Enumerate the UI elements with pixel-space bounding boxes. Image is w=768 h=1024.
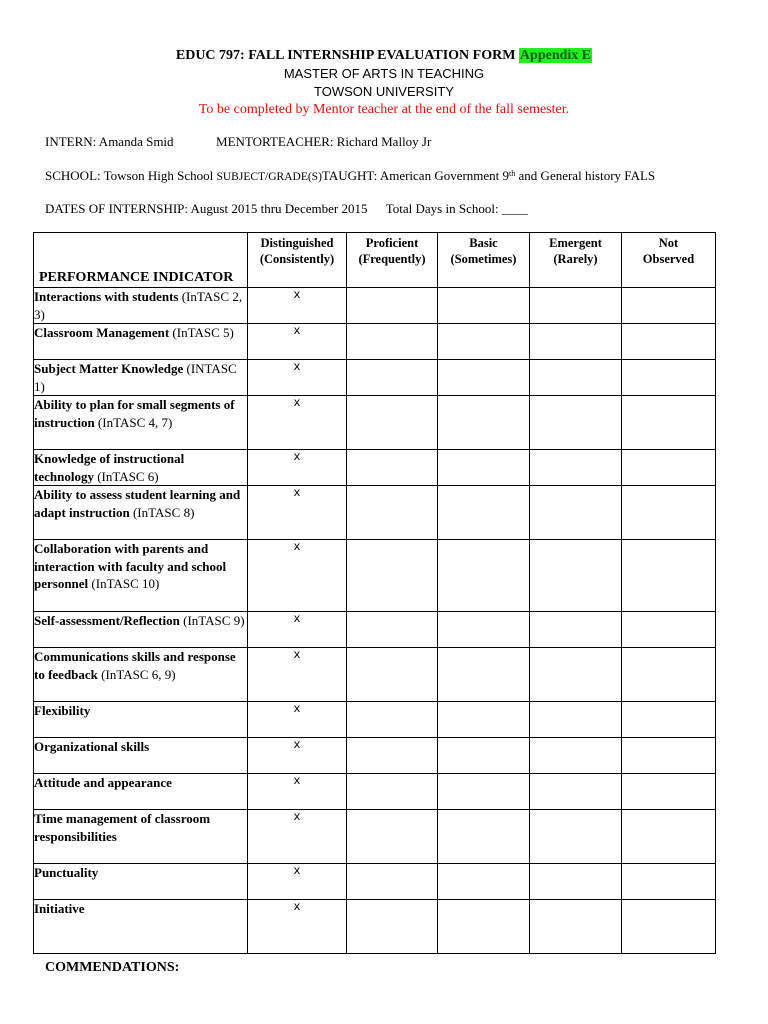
distinguished-mark-cell: x xyxy=(248,486,347,540)
indicator-cell: Punctuality xyxy=(34,864,248,900)
distinguished-mark-cell: x xyxy=(248,900,347,954)
distinguished-mark-cell: x xyxy=(248,450,347,486)
rating-cell xyxy=(530,486,622,540)
rating-cell xyxy=(530,324,622,360)
col-distinguished: Distinguished (Consistently) xyxy=(248,233,347,288)
rating-cell xyxy=(347,702,438,738)
rating-cell xyxy=(347,486,438,540)
distinguished-mark-cell: x xyxy=(248,324,347,360)
indicator-cell: Flexibility xyxy=(34,702,248,738)
distinguished-mark-cell: x xyxy=(248,864,347,900)
rating-cell xyxy=(438,324,530,360)
col-emergent: Emergent (Rarely) xyxy=(530,233,622,288)
subject-superscript: th xyxy=(509,169,516,178)
distinguished-mark-cell: x xyxy=(248,774,347,810)
rating-cell xyxy=(530,900,622,954)
indicator-cell: Knowledge of instructional technology (InTASC 6) xyxy=(34,450,248,486)
distinguished-mark-cell: x xyxy=(248,738,347,774)
rating-cell xyxy=(438,486,530,540)
university-name: TOWSON UNIVERSITY xyxy=(314,84,454,99)
indicator-cell: Collaboration with parents and interaction with faculty and school personnel (InTASC 10) xyxy=(34,540,248,612)
rating-cell xyxy=(530,396,622,450)
table-row xyxy=(34,810,716,864)
table-header-row xyxy=(34,233,716,288)
rating-cell xyxy=(347,900,438,954)
intern-mentor-row xyxy=(45,134,431,150)
indicator-cell: Initiative xyxy=(34,900,248,954)
distinguished-mark-cell: x xyxy=(248,612,347,648)
distinguished-mark-cell: x xyxy=(248,540,347,612)
commendations-heading: COMMENDATIONS: xyxy=(45,960,180,975)
col-proficient: Proficient (Frequently) xyxy=(347,233,438,288)
form-title-line xyxy=(0,47,768,65)
rating-cell xyxy=(438,774,530,810)
col-not-observed: Not Observed xyxy=(622,233,716,288)
table-row xyxy=(34,396,716,450)
rating-cell xyxy=(622,810,716,864)
rating-cell xyxy=(438,864,530,900)
indicator-cell: Communications skills and response to feedback (InTASC 6, 9) xyxy=(34,648,248,702)
distinguished-mark-cell: x xyxy=(248,288,347,324)
rating-cell xyxy=(622,288,716,324)
table-row xyxy=(34,324,716,360)
table-row xyxy=(34,360,716,396)
rating-cell xyxy=(622,612,716,648)
rating-cell xyxy=(347,450,438,486)
table-row xyxy=(34,738,716,774)
rating-cell xyxy=(438,738,530,774)
rating-cell xyxy=(622,864,716,900)
distinguished-mark-cell: x xyxy=(248,396,347,450)
rating-cell xyxy=(438,900,530,954)
internship-dates: DATES OF INTERNSHIP: August 2015 thru December 2015 xyxy=(45,201,368,216)
table-row xyxy=(34,900,716,954)
rating-cell xyxy=(530,810,622,864)
rating-cell xyxy=(622,738,716,774)
rating-cell xyxy=(622,702,716,738)
evaluation-table xyxy=(33,232,716,954)
rating-cell xyxy=(622,324,716,360)
rating-cell xyxy=(530,738,622,774)
instruction-note: To be completed by Mentor teacher at the end of the fall semester. xyxy=(198,102,570,117)
rating-cell xyxy=(622,648,716,702)
indicator-cell: Organizational skills xyxy=(34,738,248,774)
total-days-field: Total Days in School: ____ xyxy=(385,201,528,216)
rating-cell xyxy=(347,324,438,360)
school-field: SCHOOL: Towson High School xyxy=(45,168,214,183)
rating-cell xyxy=(438,702,530,738)
rating-cell xyxy=(622,360,716,396)
rating-cell xyxy=(530,774,622,810)
rating-cell xyxy=(347,396,438,450)
indicator-cell: Interactions with students (InTASC 2, 3) xyxy=(34,288,248,324)
indicator-cell: Subject Matter Knowledge (INTASC 1) xyxy=(34,360,248,396)
program-name: MASTER OF ARTS IN TEACHING xyxy=(283,66,485,81)
distinguished-mark-cell: x xyxy=(248,360,347,396)
rating-cell xyxy=(438,612,530,648)
rating-cell xyxy=(438,288,530,324)
form-title: EDUC 797: FALL INTERNSHIP EVALUATION FORM xyxy=(175,48,516,63)
rating-cell xyxy=(347,360,438,396)
rating-cell xyxy=(347,864,438,900)
rating-cell xyxy=(530,288,622,324)
rating-cell xyxy=(438,810,530,864)
rating-cell xyxy=(622,900,716,954)
mentor-field: MENTORTEACHER: Richard Malloy Jr xyxy=(216,134,432,149)
rating-cell xyxy=(622,486,716,540)
intern-field: INTERN: Amanda Smid xyxy=(45,134,174,149)
subject-value-rest: and General history FALS xyxy=(515,168,656,183)
rating-cell xyxy=(347,540,438,612)
rating-cell xyxy=(438,540,530,612)
table-row xyxy=(34,864,716,900)
rating-cell xyxy=(530,864,622,900)
col-basic: Basic (Sometimes) xyxy=(438,233,530,288)
rating-cell xyxy=(530,360,622,396)
table-row xyxy=(34,702,716,738)
rating-cell xyxy=(347,288,438,324)
table-row xyxy=(34,774,716,810)
table-row xyxy=(34,612,716,648)
indicator-cell: Classroom Management (InTASC 5) xyxy=(34,324,248,360)
rating-cell xyxy=(347,612,438,648)
distinguished-mark-cell: x xyxy=(248,810,347,864)
rating-cell xyxy=(622,540,716,612)
rating-cell xyxy=(347,738,438,774)
table-row xyxy=(34,648,716,702)
appendix-badge: Appendix E xyxy=(519,48,592,63)
dates-row xyxy=(45,201,528,217)
table-row xyxy=(34,450,716,486)
school-subject-row xyxy=(45,168,655,185)
distinguished-mark-cell: x xyxy=(248,702,347,738)
indicator-cell: Attitude and appearance xyxy=(34,774,248,810)
rating-cell xyxy=(530,450,622,486)
rating-cell xyxy=(622,774,716,810)
distinguished-mark-cell: x xyxy=(248,648,347,702)
indicator-cell: Self-assessment/Reflection (InTASC 9) xyxy=(34,612,248,648)
rating-cell xyxy=(347,648,438,702)
subject-label: SUBJECT/GRADE(S) xyxy=(216,171,322,183)
rating-cell xyxy=(622,396,716,450)
rating-cell xyxy=(530,648,622,702)
rating-cell xyxy=(530,702,622,738)
rating-cell xyxy=(622,450,716,486)
indicator-cell: Ability to plan for small segments of instruction (InTASC 4, 7) xyxy=(34,396,248,450)
table-row xyxy=(34,540,716,612)
rating-cell xyxy=(347,810,438,864)
indicator-cell: Time management of classroom responsibilities xyxy=(34,810,248,864)
rating-cell xyxy=(530,612,622,648)
rating-cell xyxy=(530,540,622,612)
subject-value: TAUGHT: American Government 9 xyxy=(321,168,510,183)
rating-cell xyxy=(438,450,530,486)
rating-cell xyxy=(438,360,530,396)
table-row xyxy=(34,288,716,324)
rating-cell xyxy=(438,648,530,702)
rating-cell xyxy=(347,774,438,810)
indicator-cell: Ability to assess student learning and adapt instruction (InTASC 8) xyxy=(34,486,248,540)
rating-cell xyxy=(438,396,530,450)
table-row xyxy=(34,486,716,540)
performance-indicator-header: PERFORMANCE INDICATOR xyxy=(34,233,248,288)
